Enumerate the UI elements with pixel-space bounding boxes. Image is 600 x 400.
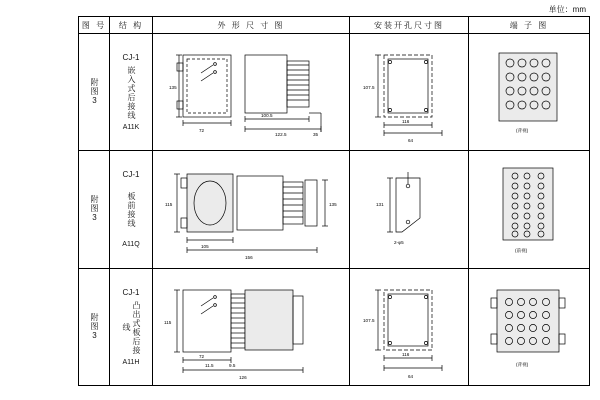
terminal-drawing-1 [469,37,587,147]
dim-131: 131 [376,202,384,208]
dim-2phi5: 2-φ5 [394,240,404,246]
terminal-drawing-3 [469,272,587,382]
dim-107-5: 107.5 [363,85,375,91]
dim-72: 72 [199,128,205,134]
cell-struct [110,151,153,268]
header-mount: 安装开孔尺寸图 [350,17,469,34]
cell-fig-no [79,268,110,385]
dim-156: 156 [245,255,253,261]
dim-107-5c: 107.5 [363,317,375,323]
table-row [79,268,590,385]
header-fig-no: 图 号 [79,17,110,34]
struct-model: CJ-1 [122,53,140,63]
cell-terminal-drawing [469,151,590,268]
header-outline: 外 形 尺 寸 图 [153,17,350,34]
struct-model: CJ-1 [122,170,140,180]
fig-no-text: 附图3 [90,195,99,224]
spec-table [78,16,590,386]
struct-desc: 嵌入式后接线 [127,66,136,121]
mount-drawing-2 [350,154,466,264]
struct-code: A11Q [122,241,140,249]
struct-code: A11K [122,124,140,132]
outline-drawing-3 [153,272,347,382]
terminal-note: (背视) [516,361,529,367]
cell-fig-no [79,34,110,151]
dim-100-5: 100.5 [261,113,273,119]
dim-126: 126 [239,374,247,380]
table-row [79,34,590,151]
dim-64c: 64 [408,373,414,379]
struct-desc: 凸出式板后接线 [122,300,141,355]
mount-drawing-3 [350,272,466,382]
outline-drawing-2 [153,154,347,264]
dim-35: 35 [313,132,319,138]
unit-note: 单位：mm [548,5,586,14]
dim-135: 135 [169,85,177,91]
fig-no-text: 附图3 [90,78,99,107]
cell-struct [110,268,153,385]
cell-outline-drawing [153,151,350,268]
dim-122-5: 122.5 [275,132,287,138]
mount-drawing-1 [350,37,466,147]
dim-64: 64 [408,138,414,144]
table-header-row [79,17,590,34]
dim-135b: 135 [329,202,337,208]
cell-outline-drawing [153,34,350,151]
cell-fig-no [79,151,110,268]
cell-terminal-drawing [469,268,590,385]
header-struct: 结 构 [110,17,153,34]
cell-struct [110,34,153,151]
struct-desc: 板前接线 [127,192,136,229]
header-terminal: 端 子 图 [469,17,590,34]
dim-105: 105 [201,244,209,250]
cell-terminal-drawing [469,34,590,151]
outline-drawing-1 [153,37,347,147]
dim-9-5: 9.5 [229,362,236,368]
terminal-note: (前视) [515,248,528,254]
dim-116c: 116 [402,351,410,357]
cell-mount-drawing [350,34,469,151]
cell-mount-drawing [350,268,469,385]
fig-no-text: 附图3 [90,312,99,341]
struct-code: A11H [122,358,140,366]
cell-mount-drawing [350,151,469,268]
terminal-drawing-2 [469,154,587,264]
dim-115: 115 [165,202,173,208]
dim-11-5: 11.5 [205,362,214,368]
table-row [79,151,590,268]
terminal-note: (背视) [516,128,529,134]
dim-72c: 72 [199,353,205,359]
struct-model: CJ-1 [122,287,140,297]
dim-115c: 115 [164,319,172,325]
cell-outline-drawing [153,268,350,385]
dim-116: 116 [402,119,410,125]
